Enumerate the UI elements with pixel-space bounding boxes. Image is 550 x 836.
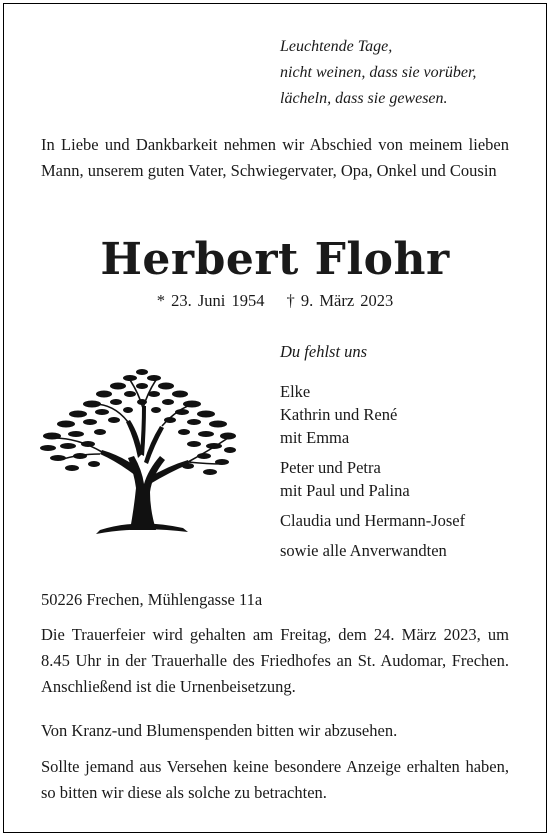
family-member: Elke xyxy=(280,382,311,401)
family-member: sowie alle Anverwandten xyxy=(280,541,447,560)
poem-line: lächeln, dass sie gewesen. xyxy=(280,90,448,107)
family-group xyxy=(280,509,465,532)
family-member: Peter und Petra xyxy=(280,458,381,477)
family-group xyxy=(280,380,465,449)
miss-line: Du fehlst uns xyxy=(280,342,368,361)
death-date: † 9. März 2023 xyxy=(286,291,394,310)
family-member: Kathrin und René xyxy=(280,405,398,424)
family-member: mit Emma xyxy=(280,428,350,447)
deceased-name: Herbert Flohr xyxy=(100,234,450,285)
family-group xyxy=(280,539,465,562)
poem xyxy=(280,34,476,112)
family-member: Claudia und Hermann-Josef xyxy=(280,511,466,530)
address: 50226 Frechen, Mühlengasse 11a xyxy=(41,590,263,609)
poem-line: Leuchtende Tage, xyxy=(280,38,393,55)
life-dates xyxy=(0,289,550,313)
notice-text: Sollte jemand aus Versehen keine besondere Anzeige erhalten haben, so bitten wir diese als solche zu betrachten. xyxy=(41,757,509,802)
poem-line: nicht weinen, dass sie vorüber, xyxy=(280,64,477,81)
tree-icon xyxy=(38,358,238,538)
flowers-text: Von Kranz-und Blumenspenden bitten wir abzusehen. xyxy=(41,721,398,740)
birth-date: * 23. Juni 1954 xyxy=(156,291,265,310)
family-group xyxy=(280,456,465,502)
funeral-text: Die Trauerfeier wird gehalten am Freitag, dem 24. März 2023, um 8.45 Uhr in der Trauerhalle des Friedhofes an St. Audomar, Frechen. Anschließend ist die Urnenbeisetzung. xyxy=(41,625,509,696)
family-list xyxy=(280,340,465,569)
family-member: mit Paul und Palina xyxy=(280,481,410,500)
intro-text: In Liebe und Dankbarkeit nehmen wir Abschied von meinem lieben Mann, unserem guten Vater, Schwiegervater, Opa, Onkel und Cousin xyxy=(41,135,509,180)
